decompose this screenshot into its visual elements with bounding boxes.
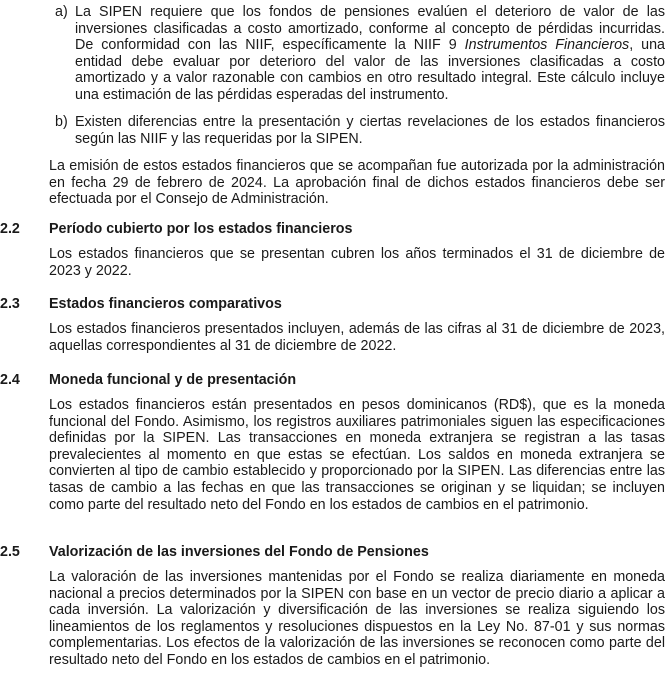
list-text-a-part2: , una entidad debe evaluar por deterioro del valor de las inversiones clasificadas a costo amortizado y a valor razonable con cambios en otro resultado integral. Este cálculo incluye una estimación de las pérdidas esperadas del instrumento. [75,37,665,103]
list-marker-a: a) [55,4,68,20]
intro-paragraph: La emisión de estos estados financieros que se acompañan fue autorizada por la administración en fecha 29 de febrero de 2024. La aprobación final de dichos estados financieros debe ser efectuada por el Consejo de Administración. [49,158,665,208]
list-item-a [55,4,665,104]
section-body-2-5: La valoración de las inversiones mantenidas por el Fondo se realiza diariamente en moneda nacional a precios determinados por la SIPEN con base en un vector de precio diario a aplicar a cada inversión. La valorización y diversificación de las inversiones se realiza siguiendo los lineamientos de los reglamentos y resoluciones dispuestos en la Ley No. 87-01 y sus normas complementarias. Los efectos de la valorización de las inversiones se reconocen como parte del resultado neto del Fondo en los estados de cambios en el patrimonio. [49,569,665,668]
section-title-2-3: Estados financieros comparativos [49,296,282,312]
section-number-2-3: 2.3 [0,296,20,312]
list-text-a [75,4,665,104]
list-text-a-italic: Instrumentos Financieros [464,37,630,54]
section-body-2-2: Los estados financieros que se presentan cubren los años terminados el 31 de diciembre de 2023 y 2022. [49,246,665,279]
section-number-2-2: 2.2 [0,221,20,237]
list-text-a-part1: La SIPEN requiere que los fondos de pensiones evalúen el deterioro de valor de las inversiones clasificadas a costo amortizado, conforme al concepto de pérdidas incurridas. De conformidad con las NIIF, específicamente la NIIF 9 [75,4,665,54]
section-title-2-2: Período cubierto por los estados financieros [49,221,353,237]
section-title-2-4: Moneda funcional y de presentación [49,372,297,388]
section-title-2-5: Valorización de las inversiones del Fondo de Pensiones [49,544,429,560]
list-marker-b: b) [55,114,68,130]
section-body-2-3: Los estados financieros presentados incluyen, además de las cifras al 31 de diciembre de 2023, aquellas correspondientes al 31 de diciembre de 2022. [49,321,665,354]
list-item-b [55,114,665,147]
list-text-b: Existen diferencias entre la presentación y ciertas revelaciones de los estados financieros según las NIIF y las requeridas por la SIPEN. [75,114,665,147]
section-body-2-4: Los estados financieros están presentados en pesos dominicanos (RD$), que es la moneda funcional del Fondo. Asimismo, los registros auxiliares patrimoniales siguen las especificaciones definidas por la SIPEN. Las transacciones en moneda extranjera se registran a las tasas prevalecientes al momento en que estas se efectúan. Los saldos en moneda extranjera se convierten al tipo de cambio establecido y proporcionado por la SIPEN. Las diferencias entre las tasas de cambio a las fechas en que las transacciones se originan y se liquidan; se incluyen como parte del resultado neto del Fondo en los estados de cambios en el patrimonio. [49,397,665,513]
section-number-2-4: 2.4 [0,372,20,388]
section-number-2-5: 2.5 [0,544,20,560]
